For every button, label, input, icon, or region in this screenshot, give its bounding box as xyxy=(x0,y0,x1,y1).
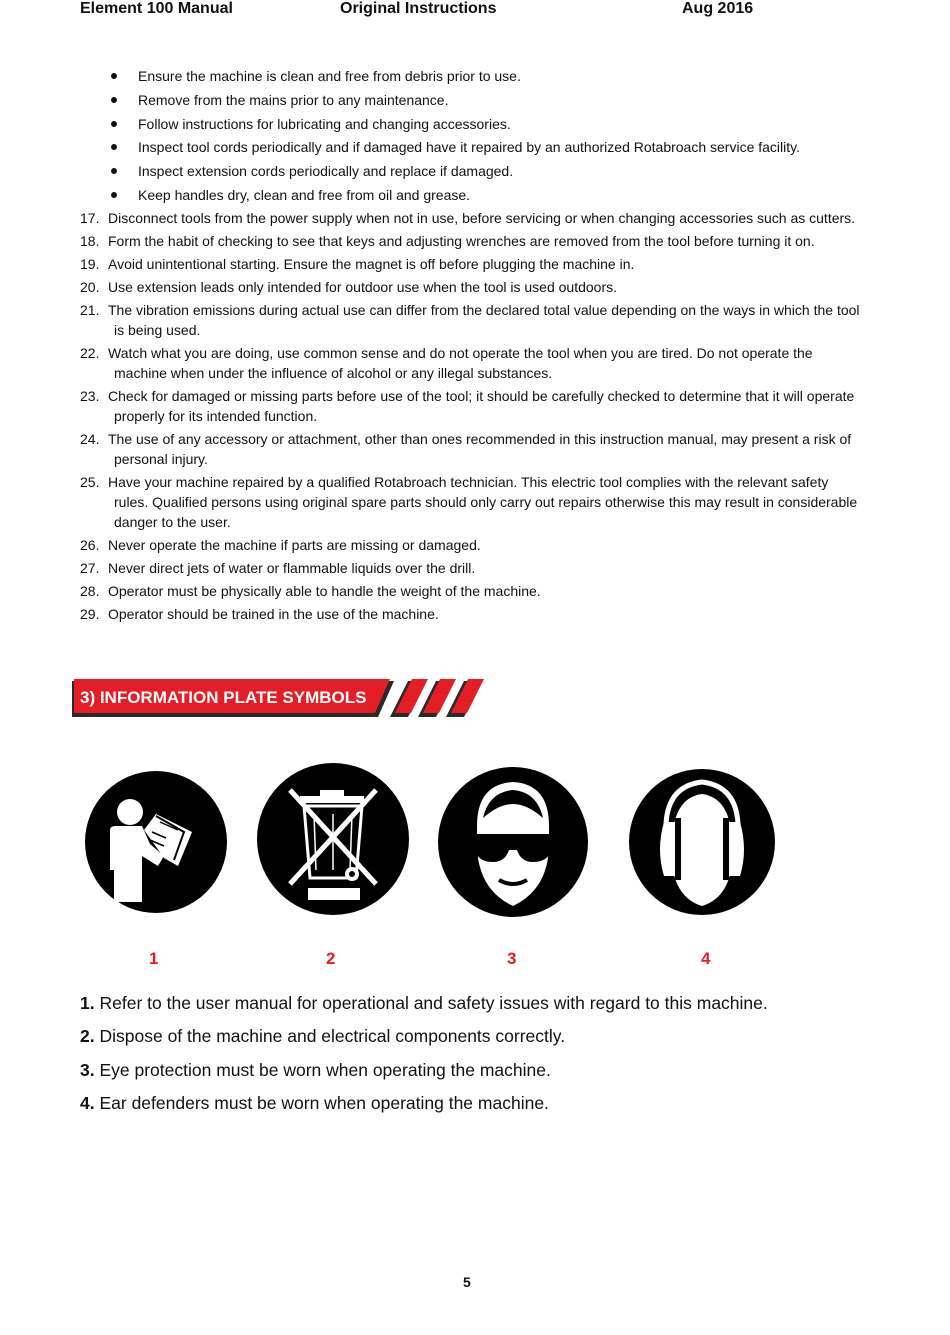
header-manual-title: Element 100 Manual xyxy=(80,0,233,17)
description-text: Eye protection must be worn when operating the machine. xyxy=(99,1060,551,1080)
description-number: 3. xyxy=(80,1060,95,1080)
description-number: 1. xyxy=(80,993,95,1013)
bullet-item xyxy=(0,114,800,138)
bullet-icon xyxy=(111,192,117,198)
description-number: 2. xyxy=(80,1026,95,1046)
list-item xyxy=(0,604,880,624)
bullet-text: Inspect extension cords periodically and replace if damaged. xyxy=(138,163,514,180)
symbol-number: 3 xyxy=(507,949,517,968)
symbol-description xyxy=(80,1024,565,1048)
bullet-text: Keep handles dry, clean and free from oil and grease. xyxy=(138,186,471,203)
banner-stripe xyxy=(451,679,484,713)
safety-numbered-list xyxy=(0,208,880,627)
bullet-text: Ensure the machine is clean and free from debris prior to use. xyxy=(138,68,521,84)
bullet-item xyxy=(0,185,800,209)
list-item-text: Operator must be physically able to handle the weight of the machine. xyxy=(108,583,541,599)
list-item-text: Have your machine repaired by a qualified Rotabroach technician. This electric tool complies with the relevant safety rules. Qualified persons using original spare parts should only carry out repairs otherwise this may result in considerable danger to the user. xyxy=(108,474,858,530)
list-item-text: Check for damaged or missing parts before use of the tool; it should be carefully checked to determine that it will operate properly for its intended function. xyxy=(108,388,855,424)
list-item-number: 22. xyxy=(80,345,100,361)
list-item xyxy=(0,231,880,251)
symbol-description xyxy=(80,1091,549,1115)
page-number: 5 xyxy=(463,1274,471,1290)
bullet-item xyxy=(0,90,800,114)
bullet-item xyxy=(0,161,800,185)
bullet-item xyxy=(0,137,800,161)
list-item-text: The use of any accessory or attachment, other than ones recommended in this instruction manual, may present a risk of personal injury. xyxy=(108,431,852,467)
bullet-icon xyxy=(111,73,117,79)
list-item-text: Operator should be trained in the use of the machine. xyxy=(108,606,439,622)
symbol-number: 4 xyxy=(701,949,711,968)
list-item xyxy=(0,535,880,555)
crossed-bin-icon xyxy=(256,762,410,916)
list-item-number: 19. xyxy=(80,256,100,272)
list-item xyxy=(0,558,880,578)
description-text: Ear defenders must be worn when operating the machine. xyxy=(99,1093,549,1113)
bullet-text: Inspect tool cords periodically and if damaged have it repaired by an authorized Rotabroach service facility. xyxy=(138,139,800,156)
bullet-icon xyxy=(111,144,117,150)
list-item-number: 17. xyxy=(80,210,100,226)
header-date: Aug 2016 xyxy=(682,0,754,17)
list-item-number: 26. xyxy=(80,537,100,553)
list-item xyxy=(0,254,880,274)
list-item xyxy=(0,386,880,426)
list-item-number: 24. xyxy=(80,431,100,447)
list-item-text: The vibration emissions during actual use can differ from the declared total value depending on the ways in which the tool is being used. xyxy=(108,302,860,338)
page-header xyxy=(0,0,950,22)
list-item-number: 27. xyxy=(80,560,100,576)
list-item-text: Avoid unintentional starting. Ensure the magnet is off before plugging the machine in. xyxy=(108,256,635,272)
bullet-item xyxy=(0,66,800,90)
bullet-icon xyxy=(111,168,117,174)
list-item-number: 28. xyxy=(80,583,100,599)
list-item-number: 18. xyxy=(80,233,100,249)
list-item xyxy=(0,277,880,297)
list-item-number: 29. xyxy=(80,606,100,622)
bullet-text: Follow instructions for lubricating and changing accessories. xyxy=(138,115,511,132)
list-item-text: Never operate the machine if parts are missing or damaged. xyxy=(108,537,481,553)
eye-protection-icon xyxy=(437,766,589,918)
bullet-icon xyxy=(111,121,117,127)
bullet-icon xyxy=(111,97,117,103)
list-item-number: 23. xyxy=(80,388,100,404)
symbol-description xyxy=(80,991,768,1015)
list-item xyxy=(0,581,880,601)
section-title: 3) INFORMATION PLATE SYMBOLS xyxy=(80,688,367,707)
symbol-description xyxy=(80,1058,551,1082)
list-item-number: 25. xyxy=(80,474,100,490)
symbol-number: 1 xyxy=(149,949,159,968)
list-item xyxy=(0,343,880,383)
list-item xyxy=(0,472,880,532)
symbol-number: 2 xyxy=(326,949,336,968)
list-item-text: Watch what you are doing, use common sense and do not operate the tool when you are tired. Do not operate the machine when under the influence of alcohol or any illegal substances. xyxy=(108,345,813,381)
description-number: 4. xyxy=(80,1093,95,1113)
list-item-text: Form the habit of checking to see that keys and adjusting wrenches are removed from the tool before turning it on. xyxy=(108,233,815,249)
list-item xyxy=(0,208,880,228)
maintenance-bullet-list xyxy=(0,66,800,209)
list-item xyxy=(0,429,880,469)
description-text: Refer to the user manual for operational and safety issues with regard to this machine. xyxy=(99,993,768,1013)
ear-protection-icon xyxy=(628,768,776,916)
bullet-text: Remove from the mains prior to any maintenance. xyxy=(138,91,449,108)
description-text: Dispose of the machine and electrical components correctly. xyxy=(99,1026,566,1046)
list-item-text: Never direct jets of water or flammable liquids over the drill. xyxy=(108,560,476,576)
header-instructions: Original Instructions xyxy=(340,0,497,17)
list-item-number: 20. xyxy=(80,279,100,295)
list-item xyxy=(0,300,880,340)
list-item-text: Use extension leads only intended for outdoor use when the tool is used outdoors. xyxy=(108,279,617,295)
read-manual-icon xyxy=(84,770,228,914)
list-item-text: Disconnect tools from the power supply when not in use, before servicing or when changing accessories such as cutters. xyxy=(108,210,856,226)
list-item-number: 21. xyxy=(80,302,100,318)
